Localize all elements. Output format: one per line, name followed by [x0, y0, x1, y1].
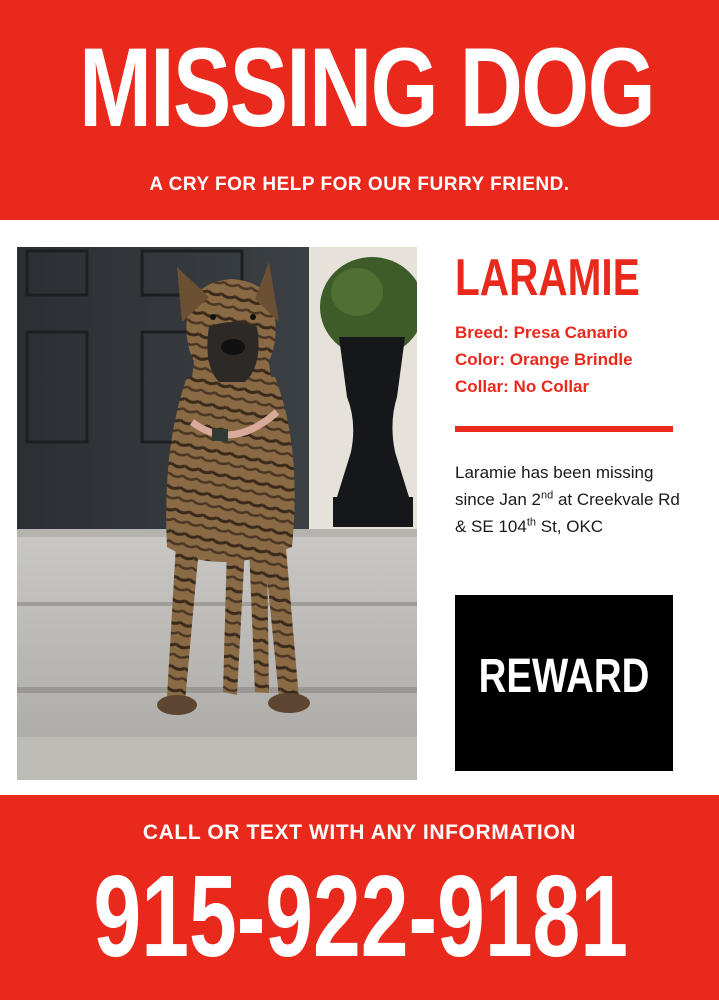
description-text: St, OKC	[536, 517, 604, 536]
color-text: Color: Orange Brindle	[455, 350, 633, 369]
divider	[455, 426, 673, 432]
dog-details	[455, 319, 633, 400]
phone-number[interactable]: 915-922-9181	[93, 851, 629, 981]
flyer-subtitle: A CRY FOR HELP FOR OUR FURRY FRIEND.	[149, 174, 570, 195]
ordinal-suffix: th	[526, 516, 537, 529]
flyer-title: MISSING DOG	[79, 25, 655, 150]
dog-name: LARAMIE	[455, 249, 640, 307]
reward-box	[455, 595, 673, 771]
ordinal-suffix: nd	[541, 489, 554, 502]
description-text: at Creekvale Rd & SE 104	[455, 490, 680, 536]
dog-photo	[17, 247, 417, 780]
breed-text: Breed: Presa Canario	[455, 323, 628, 342]
contact-call-to-action: CALL OR TEXT WITH ANY INFORMATION	[142, 821, 577, 844]
reward-label: REWARD	[478, 650, 650, 703]
missing-description	[455, 459, 695, 540]
description-text: Laramie has been missing since Jan 2	[455, 463, 654, 509]
collar-text: Collar: No Collar	[455, 377, 590, 396]
